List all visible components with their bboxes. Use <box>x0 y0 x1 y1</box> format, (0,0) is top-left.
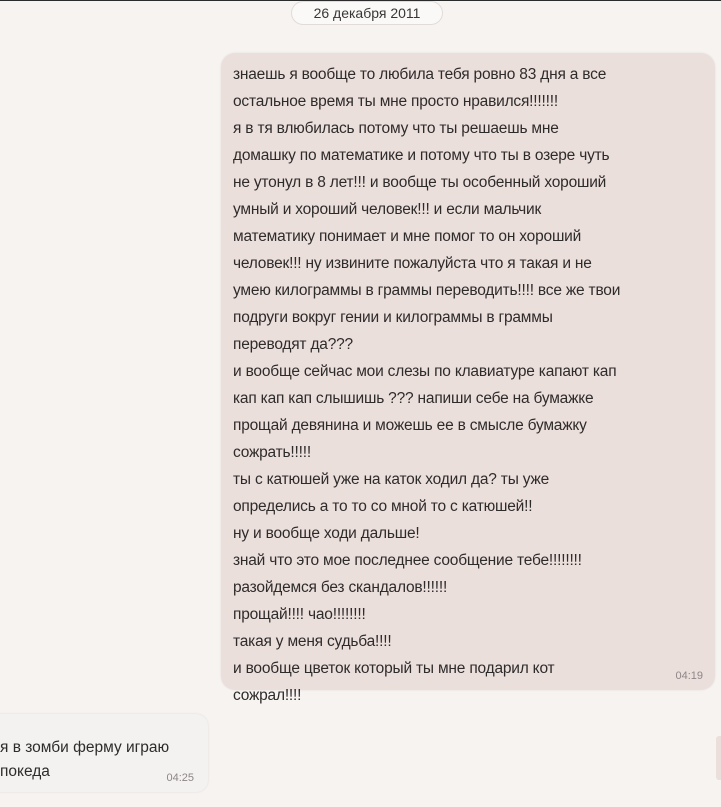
message-line: человек!!! ну извините пожалуйста что я такая и не <box>233 255 592 272</box>
message-line: прощай!!!! чао!!!!!!!! <box>233 606 366 623</box>
message-line: подруги вокруг гении и килограммы в граммы <box>233 309 553 326</box>
date-separator: 26 декабря 2011 <box>292 2 442 24</box>
outgoing-message[interactable] <box>221 53 715 704</box>
message-line: определись а то то со мной то с катюшей!! <box>233 498 533 515</box>
message-line: покеда <box>0 763 50 780</box>
top-divider <box>0 0 721 1</box>
message-line: и вообще цветок который ты мне подарил кот <box>233 660 555 677</box>
message-line: переводят да??? <box>233 336 353 353</box>
message-line: домашку по математике и потому что ты в озере чуть <box>233 147 610 164</box>
message-line: математику понимает и мне помог то он хороший <box>233 228 582 245</box>
message-line: я в зомби ферму играю <box>0 739 170 756</box>
message-line: сожрать!!!!! <box>233 444 311 461</box>
message-line: остальное время ты мне просто нравился!!!!!!! <box>233 93 558 110</box>
message-line: ну и вообще ходи дальше! <box>233 525 420 542</box>
message-line: умею килограммы в граммы переводить!!!! все же твои <box>233 282 621 299</box>
incoming-message[interactable] <box>0 714 208 792</box>
message-text <box>233 61 707 709</box>
message-line: прощай девянина и можешь ее в смысле бумажку <box>233 417 587 434</box>
partial-message-edge <box>716 736 721 780</box>
message-line: умный и хороший человек!!! и если мальчик <box>233 201 542 218</box>
message-line: ты с катюшей уже на каток ходил да? ты уже <box>233 471 550 488</box>
message-timestamp: 04:25 <box>166 772 194 784</box>
message-timestamp: 04:19 <box>675 670 703 682</box>
message-line: разойдемся без скандалов!!!!!! <box>233 579 448 596</box>
message-line: знаешь я вообще то любила тебя ровно 83 дня а все <box>233 66 607 83</box>
message-line: кап кап кап слышишь ??? напиши себе на бумажке <box>233 390 594 407</box>
message-line: не утонул в 8 лет!!! и вообще ты особенный хороший <box>233 174 607 191</box>
message-line: такая у меня судьба!!!! <box>233 633 392 650</box>
message-line: знай что это мое последнее сообщение тебе!!!!!!!! <box>233 552 582 569</box>
message-line: и вообще сейчас мои слезы по клавиатуре капают кап <box>233 363 617 380</box>
message-line: я в тя влюбилась потому что ты решаешь мне <box>233 120 559 137</box>
message-line: сожрал!!!! <box>233 687 302 704</box>
